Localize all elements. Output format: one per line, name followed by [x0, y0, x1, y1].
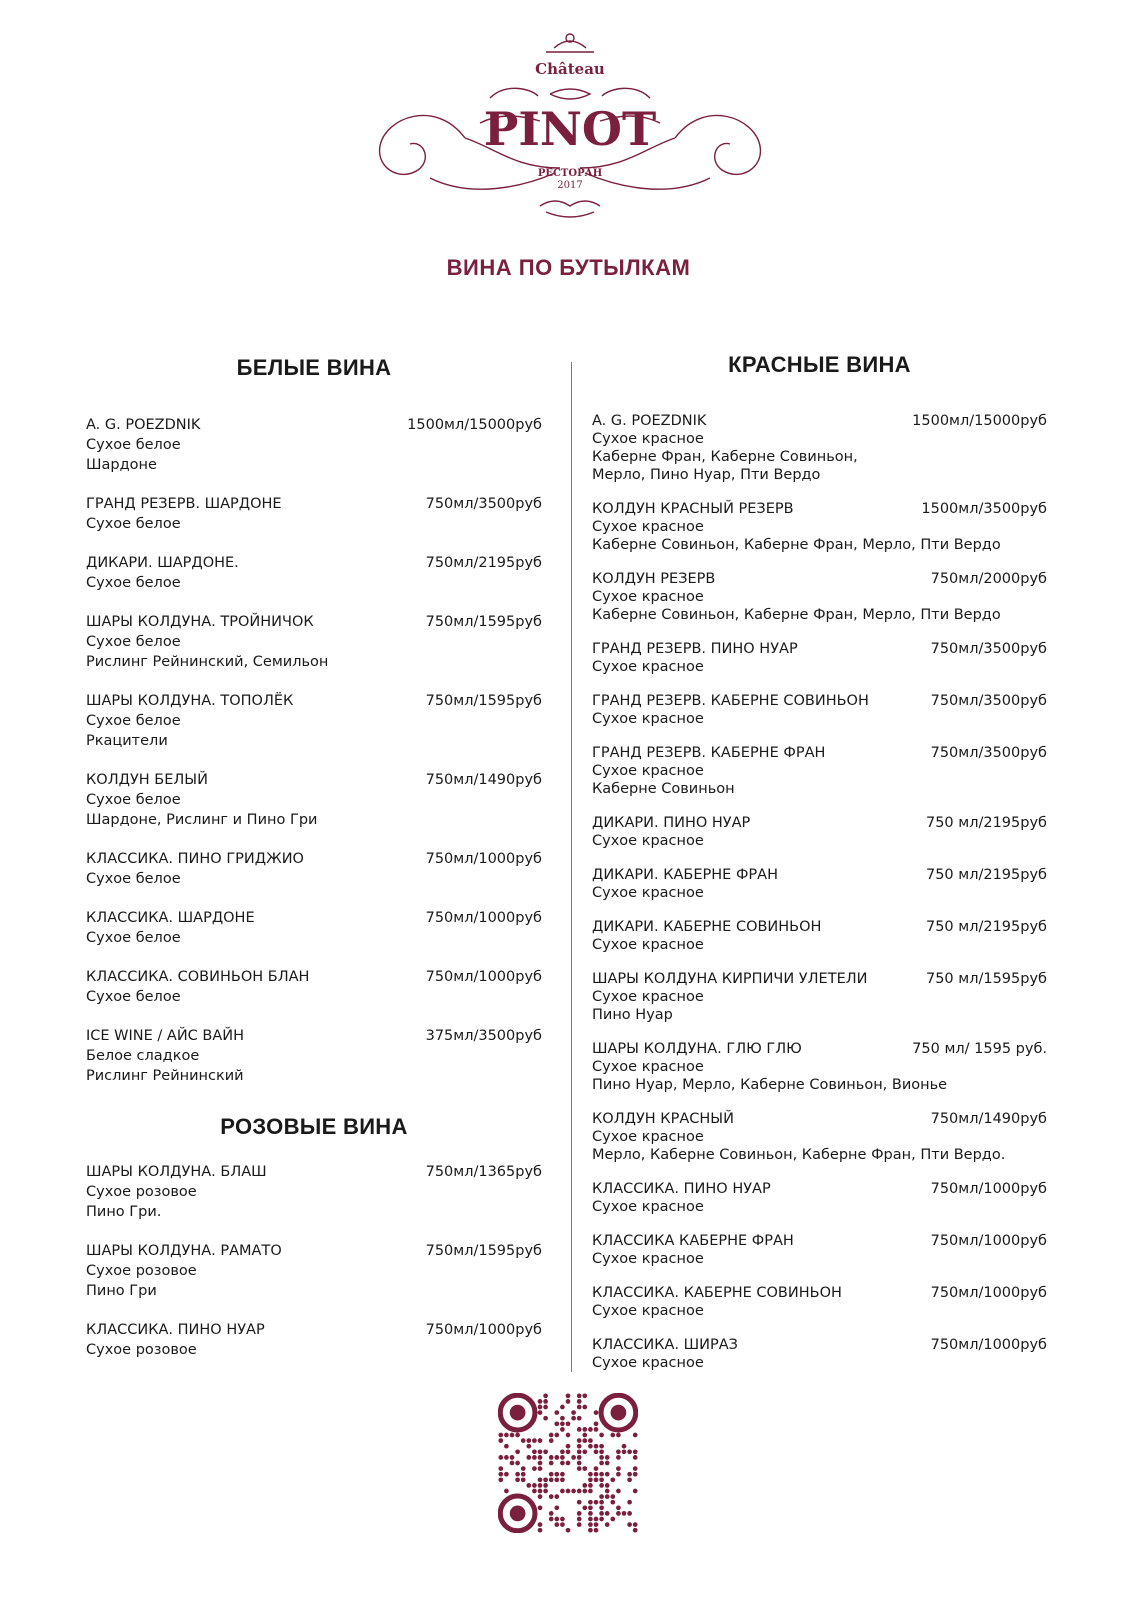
- wine-item-header: [592, 1336, 1047, 1354]
- wine-name: КЛАССИКА. ПИНО ГРИДЖИО: [86, 851, 304, 867]
- wine-item-header: [592, 744, 1047, 762]
- wine-style: Сухое красное: [592, 431, 704, 447]
- wine-item-header: [592, 1284, 1047, 1302]
- wine-grapes: Каберне Совиньон: [592, 781, 735, 797]
- wine-name: КЛАССИКА. ПИНО НУАР: [86, 1322, 265, 1338]
- wine-item: [86, 770, 542, 830]
- wine-style: Сухое белое: [86, 437, 181, 453]
- chateau-pinot-logo: [370, 28, 770, 228]
- wine-name: ГРАНД РЕЗЕРВ. ПИНО НУАР: [592, 641, 798, 657]
- wine-item-header: [592, 500, 1047, 518]
- wine-style: Сухое белое: [86, 871, 181, 887]
- wine-name: КОЛДУН БЕЛЫЙ: [86, 772, 208, 788]
- wine-style: Сухое красное: [592, 1251, 704, 1267]
- wine-name: КЛАССИКА. ШАРДОНЕ: [86, 910, 255, 926]
- logo-top-word: Château: [535, 60, 605, 78]
- wine-price: 750 мл/1595руб: [925, 971, 1047, 987]
- wine-grapes: Пино Нуар: [592, 1007, 673, 1023]
- section-title-white: БЕЛЫЕ ВИНА: [236, 355, 392, 380]
- wine-price: 750мл/1000руб: [930, 1285, 1047, 1301]
- wine-grapes: Рислинг Рейнинский: [86, 1068, 244, 1084]
- wine-item: [592, 500, 1047, 554]
- wine-name: ШАРЫ КОЛДУНА. ТРОЙНИЧОК: [86, 614, 314, 630]
- wine-style: Сухое красное: [592, 659, 704, 675]
- wine-item: [592, 570, 1047, 624]
- wine-item: [86, 1026, 542, 1086]
- wine-style: Сухое красное: [592, 763, 704, 779]
- section-title-rose: РОЗОВЫЕ ВИНА: [220, 1114, 408, 1139]
- wine-name: КОЛДУН РЕЗЕРВ: [592, 571, 716, 587]
- wine-item: [86, 415, 542, 475]
- wine-item-header: [86, 1162, 542, 1182]
- wine-item-header: [86, 1026, 542, 1046]
- wine-item: [86, 1320, 542, 1360]
- wine-item: [592, 692, 1047, 728]
- section-title-red: КРАСНЫЕ ВИНА: [728, 352, 911, 377]
- wine-price: 750мл/1000руб: [425, 969, 542, 985]
- wine-item-header: [86, 612, 542, 632]
- wine-item: [592, 1110, 1047, 1164]
- wine-price: 750мл/1595руб: [425, 693, 542, 709]
- wine-style: Сухое розовое: [86, 1263, 197, 1279]
- wine-style: Сухое белое: [86, 792, 181, 808]
- wine-item-header: [86, 1320, 542, 1340]
- wine-item-header: [86, 770, 542, 790]
- wine-grapes: Ркацители: [86, 733, 168, 749]
- wine-name: КОЛДУН КРАСНЫЙ РЕЗЕРВ: [592, 501, 794, 517]
- wine-item-header: [86, 967, 542, 987]
- wine-item: [592, 918, 1047, 954]
- wine-price: 750мл/1365руб: [425, 1164, 542, 1180]
- wine-item: [86, 849, 542, 889]
- wine-item: [86, 908, 542, 948]
- wine-item: [86, 1241, 542, 1301]
- right-column: [592, 352, 1047, 1388]
- wine-item: [86, 494, 542, 534]
- wine-style: Сухое красное: [592, 519, 704, 535]
- wine-item-header: [86, 691, 542, 711]
- logo-year: 2017: [557, 180, 583, 191]
- wine-price: 750мл/1490руб: [425, 772, 542, 788]
- wine-item: [592, 744, 1047, 798]
- wine-item-header: [592, 412, 1047, 430]
- wine-style: Белое сладкое: [86, 1048, 200, 1064]
- wine-price: 1500мл/15000руб: [407, 417, 542, 433]
- wine-name: ГРАНД РЕЗЕРВ. КАБЕРНЕ СОВИНЬОН: [592, 693, 869, 709]
- wine-name: ДИКАРИ. ПИНО НУАР: [592, 815, 751, 831]
- wine-name: ГРАНД РЕЗЕРВ. КАБЕРНЕ ФРАН: [592, 745, 826, 761]
- wine-price: 750мл/1000руб: [930, 1233, 1047, 1249]
- wine-item-header: [592, 970, 1047, 988]
- wine-name: A. G. POEZDNIK: [592, 413, 707, 429]
- wine-price: 750мл/2195руб: [425, 555, 542, 571]
- wine-item: [592, 970, 1047, 1024]
- wine-item: [86, 553, 542, 593]
- white-wine-list: [86, 415, 542, 1086]
- wine-price: 750мл/1000руб: [930, 1181, 1047, 1197]
- wine-style: Сухое белое: [86, 989, 181, 1005]
- wine-grapes: Каберне Фран, Каберне Совиньон,: [592, 449, 858, 465]
- wine-item-header: [86, 553, 542, 573]
- page-title: ВИНА ПО БУТЫЛКАМ: [446, 255, 691, 280]
- wine-price: 750мл/3500руб: [930, 745, 1047, 761]
- wine-item: [86, 612, 542, 672]
- wine-style: Сухое красное: [592, 711, 704, 727]
- wine-price: 750мл/2000руб: [930, 571, 1047, 587]
- wine-price: 750мл/1000руб: [930, 1337, 1047, 1353]
- wine-price: 750мл/3500руб: [930, 641, 1047, 657]
- wine-name: КЛАССИКА КАБЕРНЕ ФРАН: [592, 1233, 794, 1249]
- wine-price: 750мл/1000руб: [425, 910, 542, 926]
- wine-item: [592, 1232, 1047, 1268]
- wine-name: ШАРЫ КОЛДУНА. ГЛЮ ГЛЮ: [592, 1041, 802, 1057]
- wine-style: Сухое красное: [592, 1129, 704, 1145]
- wine-item: [592, 1180, 1047, 1216]
- wine-price: 750мл/1000руб: [425, 1322, 542, 1338]
- wine-price: 750мл/1490руб: [930, 1111, 1047, 1127]
- wine-grapes: Мерло, Каберне Совиньон, Каберне Фран, Пти Вердо.: [592, 1147, 1006, 1163]
- wine-style: Сухое красное: [592, 1199, 704, 1215]
- wine-name: ШАРЫ КОЛДУНА. ТОПОЛЁК: [86, 693, 294, 709]
- wine-price: 750мл/1595руб: [425, 1243, 542, 1259]
- wine-item-header: [592, 1180, 1047, 1198]
- wine-price: 750 мл/ 1595 руб.: [912, 1041, 1047, 1057]
- wine-item: [86, 1162, 542, 1222]
- wine-style: Сухое красное: [592, 1355, 704, 1371]
- wine-item-header: [592, 1232, 1047, 1250]
- logo-subtitle: РЕСТОРАН: [537, 168, 603, 179]
- wine-style: Сухое белое: [86, 930, 181, 946]
- wine-name: КЛАССИКА. СОВИНЬОН БЛАН: [86, 969, 310, 985]
- wine-grapes: Каберне Совиньон, Каберне Фран, Мерло, Пти Вердо: [592, 537, 1001, 553]
- wine-grapes: Каберне Совиньон, Каберне Фран, Мерло, Пти Вердо: [592, 607, 1001, 623]
- wine-grapes: Рислинг Рейнинский, Семильон: [86, 654, 329, 670]
- wine-grapes: Шардоне, Рислинг и Пино Гри: [86, 812, 318, 828]
- wine-style: Сухое красное: [592, 1059, 704, 1075]
- wine-style: Сухое красное: [592, 1303, 704, 1319]
- wine-name: ГРАНД РЕЗЕРВ. ШАРДОНЕ: [86, 496, 282, 512]
- wine-item: [86, 967, 542, 1007]
- wine-style: Сухое красное: [592, 937, 704, 953]
- wine-item-header: [86, 849, 542, 869]
- wine-item-header: [592, 692, 1047, 710]
- wine-item-header: [86, 908, 542, 928]
- wine-style: Сухое красное: [592, 833, 704, 849]
- wine-price: 750мл/3500руб: [930, 693, 1047, 709]
- wine-name: ШАРЫ КОЛДУНА КИРПИЧИ УЛЕТЕЛИ: [592, 971, 868, 987]
- wine-name: ДИКАРИ. КАБЕРНЕ ФРАН: [592, 867, 778, 883]
- wine-style: Сухое белое: [86, 516, 181, 532]
- wine-price: 1500мл/15000руб: [912, 413, 1047, 429]
- wine-item-header: [592, 1040, 1047, 1058]
- wine-item: [592, 640, 1047, 676]
- wine-item-header: [592, 1110, 1047, 1128]
- wine-price: 750 мл/2195руб: [925, 867, 1047, 883]
- wine-name: ШАРЫ КОЛДУНА. БЛАШ: [86, 1164, 267, 1180]
- wine-item-header: [592, 814, 1047, 832]
- wine-item-header: [86, 1241, 542, 1261]
- rose-wine-list: [86, 1162, 542, 1360]
- wine-item: [592, 1336, 1047, 1372]
- wine-style: Сухое красное: [592, 885, 704, 901]
- wine-style: Сухое розовое: [86, 1342, 197, 1358]
- wine-style: Сухое белое: [86, 634, 181, 650]
- wine-grapes: Шардоне: [86, 457, 157, 473]
- wine-name: КЛАССИКА. ШИРАЗ: [592, 1337, 738, 1353]
- wine-item: [592, 1284, 1047, 1320]
- wine-name: A. G. POEZDNIK: [86, 417, 201, 433]
- wine-item-header: [592, 866, 1047, 884]
- wine-item: [592, 1040, 1047, 1094]
- wine-name: ДИКАРИ. ШАРДОНЕ.: [86, 555, 239, 571]
- wine-item: [592, 814, 1047, 850]
- wine-name: ШАРЫ КОЛДУНА. РАМАТО: [86, 1243, 282, 1259]
- wine-style: Сухое красное: [592, 989, 704, 1005]
- logo-brand: PINOT: [483, 102, 657, 156]
- red-wine-list: [592, 412, 1047, 1372]
- wine-item: [86, 691, 542, 751]
- wine-grapes: Пино Гри: [86, 1283, 157, 1299]
- wine-item: [592, 412, 1047, 484]
- wine-style: Сухое розовое: [86, 1184, 197, 1200]
- wine-price: 750мл/3500руб: [425, 496, 542, 512]
- wine-grapes: Пино Гри.: [86, 1204, 162, 1220]
- wine-item: [592, 866, 1047, 902]
- wine-item-header: [86, 415, 542, 435]
- wine-style: Сухое белое: [86, 575, 181, 591]
- wine-style: Сухое белое: [86, 713, 181, 729]
- wine-grapes: Мерло, Пино Нуар, Пти Вердо: [592, 467, 821, 483]
- wine-grapes: Пино Нуар, Мерло, Каберне Совиньон, Вионье: [592, 1077, 948, 1093]
- wine-price: 750мл/1000руб: [425, 851, 542, 867]
- wine-price: 750 мл/2195руб: [925, 919, 1047, 935]
- wine-name: ДИКАРИ. КАБЕРНЕ СОВИНЬОН: [592, 919, 822, 935]
- wine-price: 375мл/3500руб: [425, 1028, 542, 1044]
- wine-price: 1500мл/3500руб: [921, 501, 1047, 517]
- wine-price: 750мл/1595руб: [425, 614, 542, 630]
- wine-name: КЛАССИКА. ПИНО НУАР: [592, 1181, 771, 1197]
- wine-item-header: [592, 918, 1047, 936]
- wine-name: КОЛДУН КРАСНЫЙ: [592, 1111, 734, 1127]
- wine-item-header: [86, 494, 542, 514]
- left-column: [86, 355, 542, 1379]
- wine-name: ICE WINE / АЙС ВАЙН: [86, 1028, 245, 1044]
- qr-code[interactable]: [498, 1393, 638, 1533]
- wine-style: Сухое красное: [592, 589, 704, 605]
- wine-price: 750 мл/2195руб: [925, 815, 1047, 831]
- column-divider: [571, 362, 572, 1372]
- wine-item-header: [592, 570, 1047, 588]
- wine-item-header: [592, 640, 1047, 658]
- wine-name: КЛАССИКА. КАБЕРНЕ СОВИНЬОН: [592, 1285, 842, 1301]
